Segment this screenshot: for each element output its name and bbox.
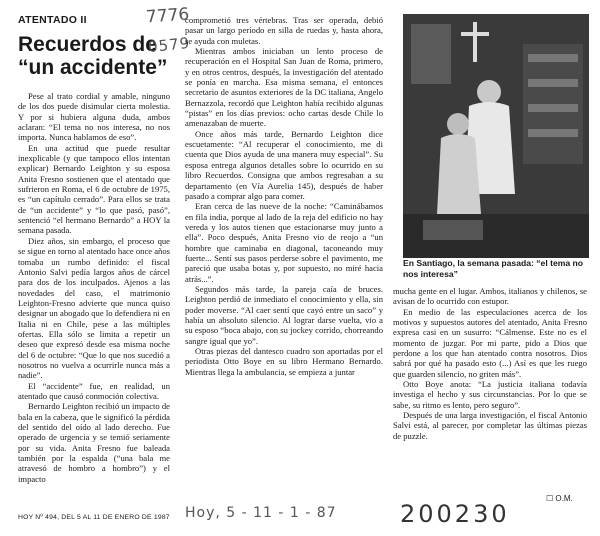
paragraph: comprometió tres vértebras. Tras ser operada, debió pasar un largo período en silla de ruedas y, hasta ahora, se ayuda con muletas. (185, 15, 383, 46)
paragraph: Eran cerca de las nueve de la noche: “Caminábamos en fila india, porque al lado de la reja del edificio no hay vereda y los autos tienen que estacionarse muy junto a ella”. Poco después, Anita Fresno vio de reojo a “un hombre que caminaba en diagonal, taconeando muy fuerte... Sentí sus pasos perderse sobre el pavimento, me pareció que usaba botas y, por supuesto, no miré hacia atrás...”. (185, 201, 383, 284)
paragraph: Otras piezas del dantesco cuadro son aportadas por el periodista Otto Boye en su libro Hermano Bernardo. Mientras llega la ambulancia, se empieza a juntar (185, 346, 383, 377)
paragraph: Pese al trato cordial y amable, ninguno de los dos puede disimular cierta molestia. Y por si hubiera alguna duda, ambos aclaran: “El tema no nos interesa, no nos importa. Nunca hablamos de eso”. (18, 91, 170, 143)
paragraph: En una actitud que puede resultar inexplicable (y que tampoco ellos intentan explicar) Bernardo Leighton y su esposa Anita Fresno sostienen que el atentado que sufrieron en Roma, el 6 de octubre de 1975, es “un capítulo cerrado”. Para ellos se trata de “un accidente” y “lo que pasó, pasó”, sentenció “el hermano Bernardo” a HOY la semana pasada. (18, 142, 170, 236)
article-title: Recuerdos de “un accidente” (18, 33, 168, 79)
issue-footer: HOY Nº 494, DEL 5 AL 11 DE ENERO DE 1987 (18, 514, 170, 521)
photo-illustration (403, 14, 589, 258)
handwritten-record-number: 200230 (400, 500, 510, 528)
paragraph: Otto Boye anota: “La justicia italiana todavía investiga el hecho y sus circunstancias. Por lo que se sabe, su ritmo es lento, pero seguro”. (393, 379, 587, 410)
author-signature: ☐ O.M. (546, 494, 573, 503)
handwritten-date: Hoy, 5 - 11 - 1 - 87 (185, 505, 337, 521)
couple-photo (403, 14, 589, 258)
paragraph: Once años más tarde, Bernardo Leighton dice escuetamente: “Al recuperar el conocimiento, me di cuenta que Dios ayuda de una manera muy especial”. Su esposa entrega algunos detalles sobre lo ocurrido en su libro Recuerdos. Consigna que ambos regresaban a su departamento (en Vía Aurelia 145), después de haber pasado a comprar algo para comer. (185, 128, 383, 201)
article-column-2 (185, 15, 383, 377)
article-column-3 (393, 286, 587, 441)
paragraph: mucha gente en el lugar. Ambos, italianos y chilenos, se avisan de lo ocurrido con estupor. (393, 286, 587, 307)
section-kicker: ATENTADO II (18, 14, 87, 26)
paragraph: Diez años, sin embargo, el proceso que se sigue en torno al atentado hace once años tomaba un rumbo definido: el fiscal Antonio Salvi pedía largos años de cárcel para dos de los inculpados. Ajenos a las novedades del caso, el matrimonio Leighton-Fresno advierte que nunca quiso designar un abogado que lo defendiera ni en Italia ni en Chile, pese a las múltiples ofertas. Ella sólo se limita a repetir un deseo que expresó desde esa misma noche del 6 de octubre: “Que lo que nos sucedió a nosotros no vuelva a ocurrirle nunca más a nadie”. (18, 235, 171, 381)
paragraph: En medio de las especulaciones acerca de los motivos y supuestos autores del atentado, Anita Fresno expresa casi en un susurro: “Cálmense. Este no es el momento de juzgar. Por mi parte, pido a Dios que perdone a los que han atentado contra nosotros. Dios sabrá por qué ha pasado esto (...) Así es que les ruego que guarden silencio, no griten más”. (393, 306, 587, 379)
paragraph: Bernardo Leighton recibió un impacto de bala en la cabeza, que le significó la pérdida del sentido del oído al lado derecho. Fue operado de urgencia y se temió seriamente por su vida. Anita Fresno fue baleada también por la espalda (“una bala me atravesó de hombro a hombro”) y el impacto (18, 401, 170, 484)
paragraph: Segundos más tarde, la pareja caía de bruces. Leighton perdió de inmediato el conocimiento y ella, sin poder moverse. “Al caer sentí que cayó entre un saco” y había un absoluto silencio. Al lograr darse vuelta, vio a su esposo “boca abajo, con su jockey corrido, chorreando sangre igual que yo”. (185, 283, 383, 346)
photo-caption: En Santiago, la semana pasada: “el tema no nos interesa” (403, 258, 584, 279)
paragraph: Después de una larga investigación, el fiscal Antonio Salvi está, al parecer, por completar las últimas piezas de puzzle. (393, 410, 587, 441)
paragraph: El “accidente” fue, en realidad, un atentado que causó conmoción colectiva. (18, 380, 170, 401)
paragraph: Mientras ambos iniciaban un lento proceso de recuperación en el Hospital San Juan de Roma, primero, y en otros centros, después, la investigación del atentado se ponía en marcha. Esa misma semana, el entonces secretario de asuntos exteriores de la DC italiana, Angelo Bernazzola, recordó que Leighton había recibido algunas “pistas” en los días previos: ocho cartas desde Chile lo amenazaban de muerte. (185, 46, 383, 129)
handwritten-archive-number: 7776 (145, 4, 190, 28)
handwritten-file-number: 0579 (147, 33, 192, 57)
article-column-1 (18, 91, 170, 484)
